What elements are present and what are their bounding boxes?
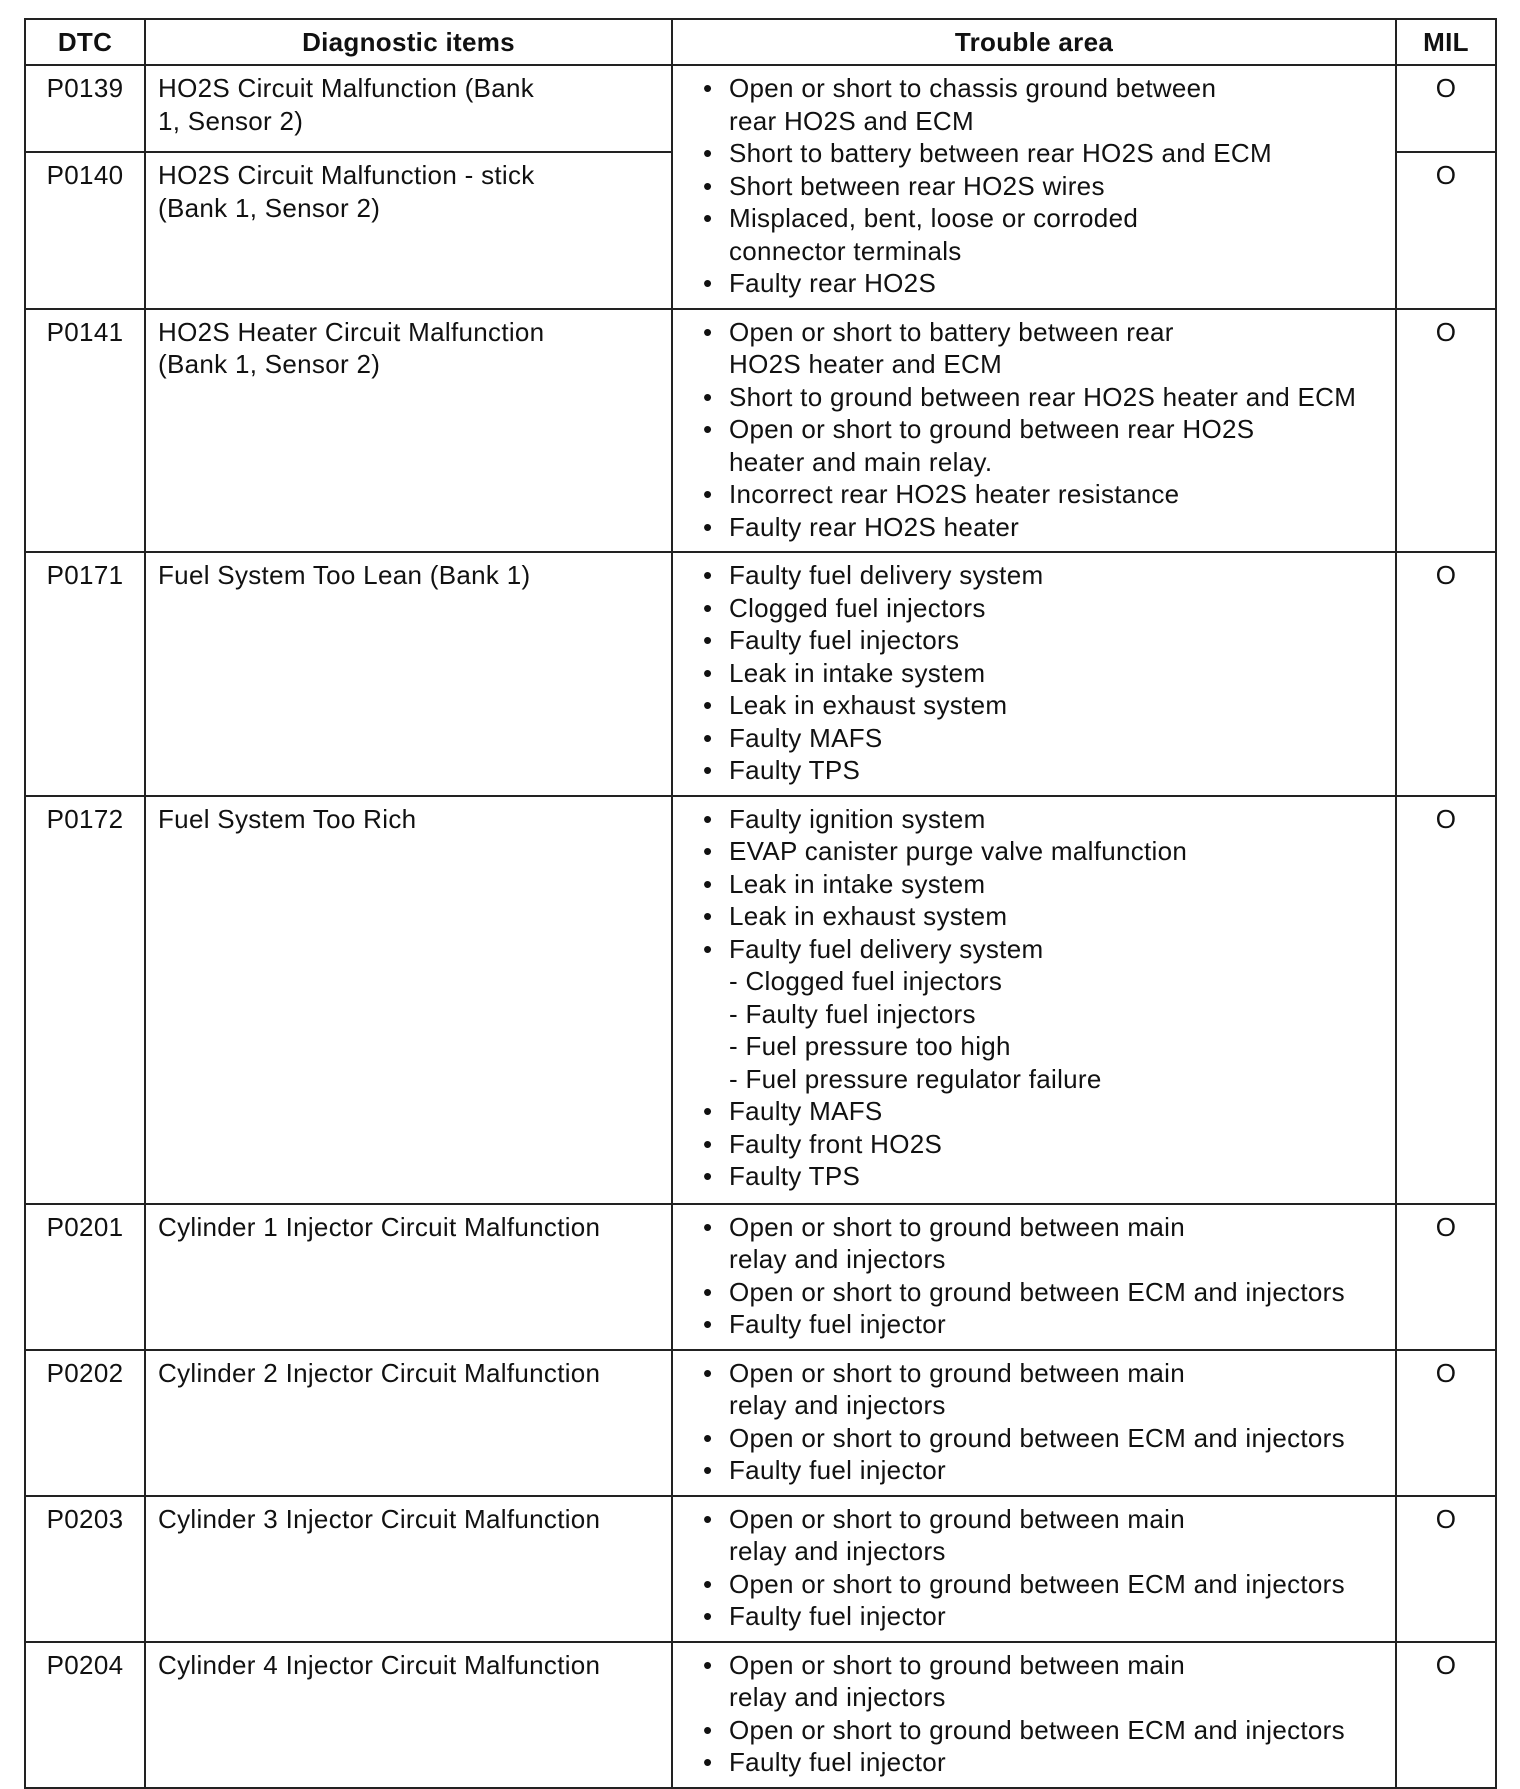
trouble-line: rear HO2S and ECM [729, 105, 974, 136]
table-row [25, 1642, 1496, 1788]
bullet-icon: • [703, 73, 713, 103]
trouble-list [703, 316, 1391, 544]
trouble-line: Faulty fuel injector [729, 1455, 946, 1485]
trouble-item [703, 1454, 1391, 1487]
trouble-line: Clogged fuel injectors [729, 592, 986, 623]
trouble-list [703, 559, 1391, 787]
trouble-line: Open or short to ground between main [729, 1503, 1185, 1534]
trouble-area [672, 65, 1396, 309]
trouble-item [703, 657, 1391, 690]
bullet-icon: • [703, 1357, 713, 1388]
bullet-icon: • [703, 170, 713, 201]
trouble-item [703, 689, 1391, 722]
trouble-list [703, 1357, 1391, 1487]
trouble-item [703, 316, 1391, 381]
bullet-icon: • [703, 1096, 713, 1126]
bullet-icon: • [703, 138, 713, 168]
trouble-item [703, 868, 1391, 901]
trouble-list [703, 72, 1391, 300]
diagnostic-line: HO2S Circuit Malfunction - stick [158, 160, 535, 191]
table-header-row [25, 19, 1496, 65]
trouble-item [703, 1503, 1391, 1568]
diagnostic-line: HO2S Heater Circuit Malfunction [158, 316, 545, 347]
trouble-line: Faulty MAFS [729, 1096, 883, 1126]
trouble-line: Open or short to chassis ground between [729, 73, 1217, 103]
mil-indicator: O [1396, 1204, 1496, 1350]
diagnostic-item [145, 65, 672, 152]
mil-indicator: O [1396, 796, 1496, 1204]
bullet-icon: • [703, 1455, 713, 1485]
trouble-area [672, 1350, 1396, 1496]
bullet-icon: • [703, 690, 713, 720]
trouble-line: EVAP canister purge valve malfunction [729, 836, 1188, 866]
trouble-area [672, 552, 1396, 796]
trouble-item [703, 72, 1391, 137]
mil-indicator: O [1396, 309, 1496, 553]
dtc-table [24, 18, 1497, 1789]
mil-indicator: O [1396, 1350, 1496, 1496]
trouble-line: Faulty ignition system [729, 803, 986, 834]
trouble-line: heater and main relay. [729, 446, 993, 477]
bullet-icon: • [703, 1568, 713, 1599]
trouble-line: Open or short to ground between ECM and injectors [729, 1276, 1345, 1307]
trouble-item [703, 1308, 1391, 1341]
table-body [25, 65, 1496, 1788]
diagnostic-line: Cylinder 2 Injector Circuit Malfunction [158, 1357, 601, 1388]
dtc-code: P0141 [25, 309, 145, 553]
trouble-line: Leak in exhaust system [729, 690, 1008, 720]
trouble-line: connector terminals [729, 235, 962, 266]
trouble-item [703, 413, 1391, 478]
trouble-item [703, 202, 1391, 267]
bullet-icon: • [703, 1503, 713, 1534]
trouble-line: Faulty MAFS [729, 722, 883, 753]
dtc-code: P0204 [25, 1642, 145, 1788]
trouble-line: Leak in exhaust system [729, 901, 1008, 931]
trouble-line: Open or short to ground between rear HO2S [729, 414, 1255, 444]
mil-indicator: O [1396, 552, 1496, 796]
trouble-item [703, 1649, 1391, 1714]
bullet-icon: • [703, 1601, 713, 1631]
header-diagnostic-items: Diagnostic items [145, 19, 672, 65]
trouble-line: - Clogged fuel injectors [729, 966, 1003, 996]
mil-indicator: O [1396, 65, 1496, 152]
trouble-item [703, 592, 1391, 625]
trouble-line: relay and injectors [729, 1244, 946, 1274]
trouble-line: Faulty fuel delivery system [729, 560, 1044, 590]
dtc-code: P0172 [25, 796, 145, 1204]
diagnostic-line: HO2S Circuit Malfunction (Bank [158, 73, 535, 103]
diagnostic-item [145, 796, 672, 1204]
bullet-icon: • [703, 268, 713, 298]
trouble-area [672, 1204, 1396, 1350]
bullet-icon: • [703, 803, 713, 834]
bullet-icon: • [703, 901, 713, 931]
header-trouble-area: Trouble area [672, 19, 1396, 65]
table-row [25, 65, 1496, 152]
diagnostic-line: Cylinder 4 Injector Circuit Malfunction [158, 1649, 601, 1680]
trouble-item [703, 267, 1391, 300]
trouble-line: Open or short to ground between main [729, 1357, 1185, 1388]
diagnostic-item [145, 1642, 672, 1788]
trouble-item [703, 1160, 1391, 1193]
trouble-line: Open or short to ground between ECM and injectors [729, 1422, 1345, 1453]
trouble-item [703, 803, 1391, 836]
diagnostic-line: Cylinder 3 Injector Circuit Malfunction [158, 1503, 601, 1534]
trouble-item [703, 722, 1391, 755]
trouble-line: - Fuel pressure too high [729, 1031, 1011, 1061]
trouble-subitem [703, 1030, 1391, 1063]
dtc-code: P0140 [25, 152, 145, 308]
bullet-icon: • [703, 1747, 713, 1777]
diagnostic-line: Cylinder 1 Injector Circuit Malfunction [158, 1211, 601, 1242]
trouble-item [703, 1568, 1391, 1601]
trouble-item [703, 137, 1391, 170]
diagnostic-item [145, 1496, 672, 1642]
bullet-icon: • [703, 203, 713, 233]
table-row [25, 1204, 1496, 1350]
bullet-icon: • [703, 414, 713, 444]
trouble-area [672, 1642, 1396, 1788]
diagnostic-item [145, 152, 672, 308]
bullet-icon: • [703, 511, 713, 542]
bullet-icon: • [703, 836, 713, 866]
trouble-line: relay and injectors [729, 1682, 946, 1712]
dtc-code: P0139 [25, 65, 145, 152]
trouble-item [703, 1746, 1391, 1779]
bullet-icon: • [703, 1649, 713, 1680]
diagnostic-item [145, 309, 672, 553]
trouble-line: Open or short to ground between ECM and injectors [729, 1714, 1345, 1745]
trouble-area [672, 1496, 1396, 1642]
bullet-icon: • [703, 1309, 713, 1339]
bullet-icon: • [703, 381, 713, 412]
trouble-line: Faulty fuel injector [729, 1309, 946, 1339]
trouble-list [703, 1503, 1391, 1633]
trouble-item [703, 1357, 1391, 1422]
trouble-line: - Faulty fuel injectors [729, 998, 976, 1029]
trouble-line: Faulty fuel delivery system [729, 933, 1044, 964]
header-mil: MIL [1396, 19, 1496, 65]
trouble-line: relay and injectors [729, 1536, 946, 1566]
trouble-line: Open or short to battery between rear [729, 316, 1174, 347]
bullet-icon: • [703, 1276, 713, 1307]
document-page [24, 18, 1497, 1789]
trouble-line: Short between rear HO2S wires [729, 170, 1105, 201]
diagnostic-item [145, 1350, 672, 1496]
trouble-item [703, 1095, 1391, 1128]
trouble-line: Faulty front HO2S [729, 1128, 943, 1159]
bullet-icon: • [703, 1211, 713, 1242]
diagnostic-line: Fuel System Too Lean (Bank 1) [158, 560, 531, 590]
trouble-line: Leak in intake system [729, 868, 986, 899]
bullet-icon: • [703, 868, 713, 899]
bullet-icon: • [703, 1161, 713, 1191]
trouble-line: Misplaced, bent, loose or corroded [729, 203, 1139, 233]
trouble-line: Open or short to ground between main [729, 1211, 1185, 1242]
mil-indicator: O [1396, 1642, 1496, 1788]
table-row [25, 796, 1496, 1204]
trouble-item [703, 1211, 1391, 1276]
bullet-icon: • [703, 1128, 713, 1159]
diagnostic-line: (Bank 1, Sensor 2) [158, 349, 381, 379]
trouble-item [703, 754, 1391, 787]
trouble-area [672, 796, 1396, 1204]
bullet-icon: • [703, 722, 713, 753]
dtc-code: P0171 [25, 552, 145, 796]
mil-indicator: O [1396, 152, 1496, 308]
table-row [25, 1496, 1496, 1642]
trouble-item [703, 1276, 1391, 1309]
trouble-line: Short to battery between rear HO2S and ECM [729, 138, 1272, 168]
trouble-line: Faulty TPS [729, 1161, 861, 1191]
bullet-icon: • [703, 1714, 713, 1745]
diagnostic-line: Fuel System Too Rich [158, 803, 417, 834]
trouble-line: Faulty rear HO2S heater [729, 511, 1020, 542]
trouble-item [703, 1128, 1391, 1161]
trouble-list [703, 1211, 1391, 1341]
diagnostic-line: 1, Sensor 2) [158, 105, 304, 136]
bullet-icon: • [703, 657, 713, 688]
trouble-line: Open or short to ground between ECM and injectors [729, 1568, 1345, 1599]
trouble-item [703, 478, 1391, 511]
trouble-item [703, 511, 1391, 544]
diagnostic-item [145, 552, 672, 796]
bullet-icon: • [703, 560, 713, 590]
trouble-subitem [703, 1063, 1391, 1096]
table-row [25, 1350, 1496, 1496]
trouble-subitem [703, 998, 1391, 1031]
trouble-item [703, 835, 1391, 868]
trouble-line: Faulty TPS [729, 755, 861, 785]
trouble-line: Leak in intake system [729, 657, 986, 688]
dtc-code: P0202 [25, 1350, 145, 1496]
trouble-list [703, 803, 1391, 1193]
trouble-line: HO2S heater and ECM [729, 349, 1003, 379]
trouble-area [672, 309, 1396, 553]
dtc-code: P0203 [25, 1496, 145, 1642]
trouble-subitem [703, 965, 1391, 998]
trouble-item [703, 559, 1391, 592]
table-row [25, 309, 1496, 553]
trouble-item [703, 624, 1391, 657]
bullet-icon: • [703, 592, 713, 623]
bullet-icon: • [703, 479, 713, 509]
trouble-line: Faulty fuel injector [729, 1601, 946, 1631]
trouble-item [703, 900, 1391, 933]
trouble-line: Faulty fuel injectors [729, 625, 960, 655]
trouble-item [703, 381, 1391, 414]
bullet-icon: • [703, 1422, 713, 1453]
bullet-icon: • [703, 625, 713, 655]
trouble-item [703, 933, 1391, 966]
bullet-icon: • [703, 755, 713, 785]
trouble-item [703, 1422, 1391, 1455]
trouble-item [703, 1714, 1391, 1747]
trouble-item [703, 170, 1391, 203]
trouble-line: Incorrect rear HO2S heater resistance [729, 479, 1180, 509]
trouble-line: Short to ground between rear HO2S heater and ECM [729, 381, 1357, 412]
trouble-list [703, 1649, 1391, 1779]
trouble-line: Open or short to ground between main [729, 1649, 1185, 1680]
dtc-code: P0201 [25, 1204, 145, 1350]
trouble-line: - Fuel pressure regulator failure [729, 1063, 1102, 1094]
mil-indicator: O [1396, 1496, 1496, 1642]
diagnostic-line: (Bank 1, Sensor 2) [158, 192, 381, 223]
header-dtc: DTC [25, 19, 145, 65]
trouble-line: relay and injectors [729, 1390, 946, 1420]
bullet-icon: • [703, 316, 713, 347]
table-row [25, 552, 1496, 796]
trouble-item [703, 1600, 1391, 1633]
diagnostic-item [145, 1204, 672, 1350]
trouble-line: Faulty fuel injector [729, 1747, 946, 1777]
bullet-icon: • [703, 933, 713, 964]
trouble-line: Faulty rear HO2S [729, 268, 937, 298]
